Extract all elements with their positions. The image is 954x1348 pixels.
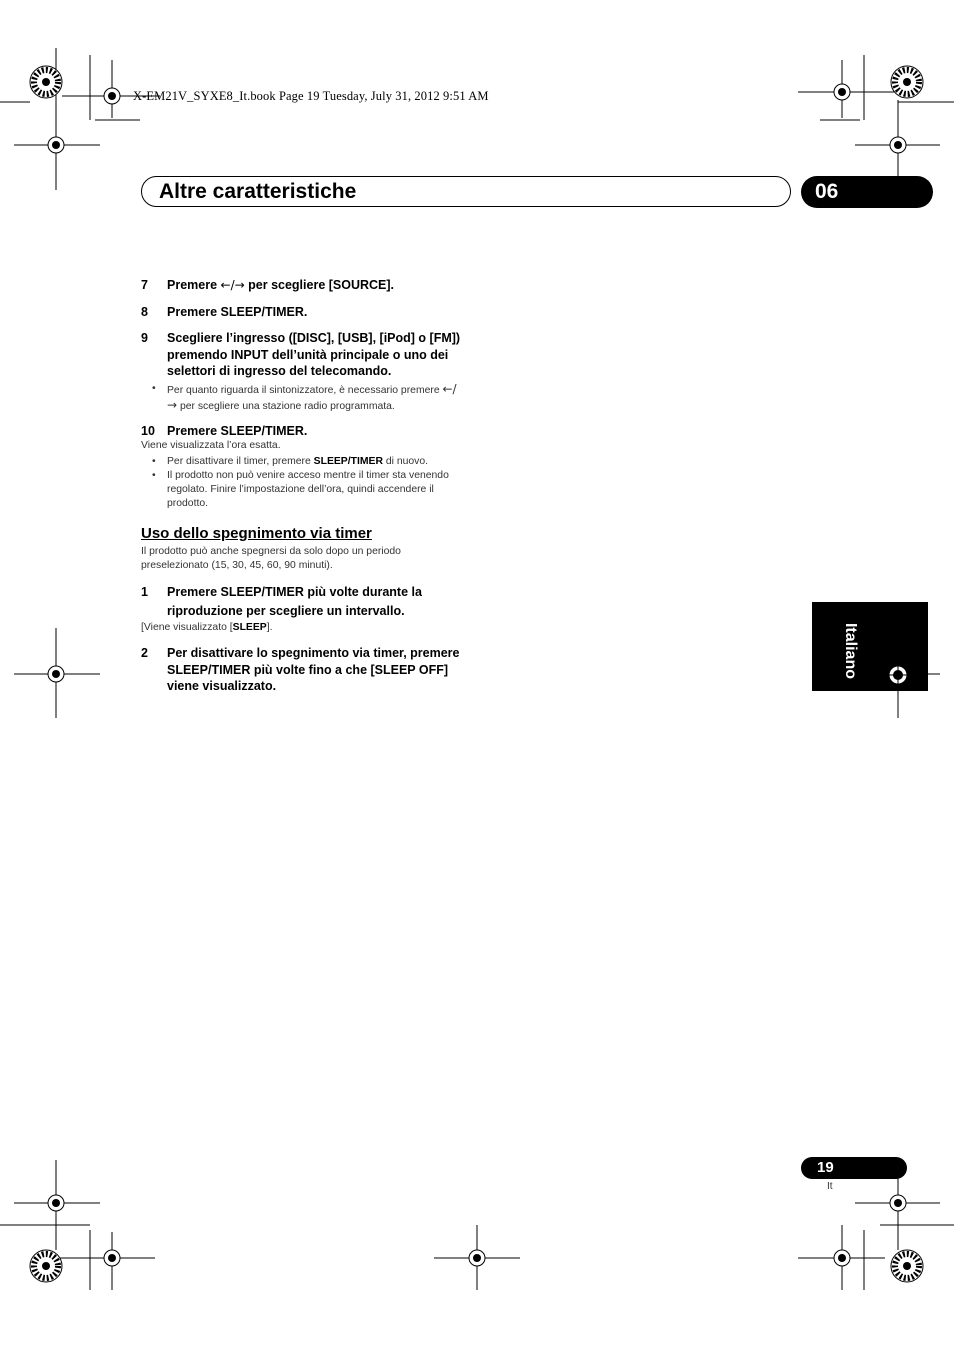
language-side-tab-label: Italiano [842,622,859,679]
section-heading: Uso dello spegnimento via timer [141,525,372,542]
step-7: 7 Premere ←/→ per scegliere [SOURCE]. [141,278,395,292]
section-step-1: 1 Premere SLEEP/TIMER più volte durante la riproduzione per scegliere un intervallo. [141,585,422,618]
main-content [141,277,461,695]
step-9-bullets [141,382,461,414]
list-item: • Per disattivare il timer, premere SLEEP/TIMER di nuovo. [141,455,461,469]
registration-wheel-br [891,1250,923,1282]
page-number-badge [801,1157,907,1179]
arrow-left-right-icon: ←/→ [220,278,245,292]
registration-wheel-tl [30,66,62,98]
book-info-line: X-EM21V_SYXE8_It.book Page 19 Tuesday, July 31, 2012 9:51 AM [133,89,489,103]
chapter-number: 06 [815,180,839,203]
registration-wheel-tr [891,66,923,98]
step-10-bullets [141,455,461,511]
step-10: 10 Premere SLEEP/TIMER. [141,423,308,438]
step-8: 8 Premere SLEEP/TIMER. [141,304,308,319]
chapter-number-badge [801,176,933,208]
page-language-code: It [827,1181,833,1192]
section-intro: Il prodotto può anche spegnersi da solo dopo un periodo preselezionato (15, 30, 45, 60, 90 minuti). [141,546,401,571]
registration-wheel-bl [30,1250,62,1282]
list-item: • Per quanto riguarda il sintonizzatore, è necessario premere ←/→ per scegliere una stazione radio programmata. [141,382,461,414]
page-number: 19 [817,1159,834,1176]
arrow-left-right-icon: ←/→ [167,381,457,412]
chapter-title: Altre caratteristiche [159,180,357,203]
list-item: • Il prodotto non può venire acceso mentre il timer sta venendo regolato. Finire l’impostazione dell’ora, quindi accendere il prodotto. [141,469,461,511]
step-10-note: Viene visualizzata l’ora esatta. [141,440,281,451]
section-step-1-note: [Viene visualizzato [SLEEP]. [141,622,273,633]
section-step-2: 2 Per disattivare lo spegnimento via timer, premere SLEEP/TIMER più volte fino a che [SLEEP OFF] viene visualizzato. [141,646,460,693]
registration-mark-icon [885,662,911,688]
step-9: 9 Scegliere l’ingresso ([DISC], [USB], [iPod] o [FM]) premendo INPUT dell’unità principale o uno dei selettori di ingresso del telecomando. [141,331,461,378]
chapter-title-bar [141,176,791,207]
